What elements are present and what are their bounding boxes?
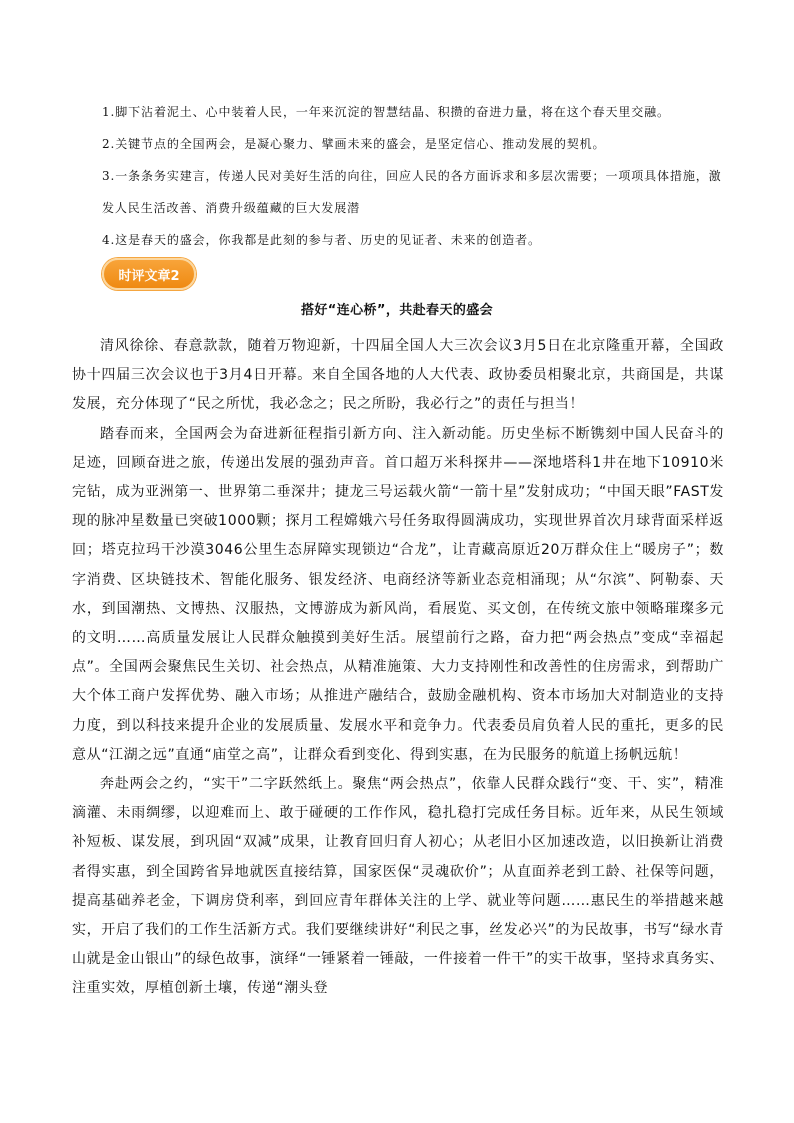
section-badge: 时评文章2 — [102, 258, 196, 290]
article-body — [72, 332, 724, 1004]
list-item: 3.一条条务实建言，传递人民对美好生活的向往，回应人民的各方面诉求和多层次需要；一项项具体措施，激发人民生活改善、消费升级蕴藏的巨大发展潜 — [102, 169, 722, 215]
list-item: 2.关键节点的全国两会，是凝心聚力、擘画未来的盛会，是坚定信心、推动发展的契机。 — [102, 137, 606, 151]
list-item: 4.这是春天的盛会，你我都是此刻的参与者、历史的见证者、未来的创造者。 — [102, 233, 541, 247]
paragraph: 奔赴两会之约，“实干”二字跃然纸上。聚焦“两会热点”，依靠人民群众践行“变、干、实”，精准滴灌、未雨绸缪，以迎难而上、敢于碰硬的工作作风，稳扎稳打完成任务目标。近年来，从民生领域补短板、谋发展，到巩固“双减”成果，让教育回归育人初心；从老旧小区加速改造，以旧换新让消费者得实惠，到全国跨省异地就医直接结算，国家医保“灵魂砍价”；从直面养老到工龄、社保等问题，提高基础养老金，下调房贷利率，到回应青年群体关注的上学、就业等问题……惠民生的举措越来越实，开启了我们的工作生活新方式。我们要继续讲好“利民之事，丝发必兴”的为民故事，书写“绿水青山就是金山银山”的绿色故事，演绎“一锤紧着一锤敲，一件接着一件干”的实干故事，坚持求真务实、注重实效，厚植创新土壤，传递“潮头登 — [72, 776, 724, 997]
article-title: 搭好“连心桥”，共赴春天的盛会 — [300, 303, 494, 318]
key-sentence-list — [102, 96, 722, 256]
paragraph: 踏春而来，全国两会为奋进新征程指引新方向、注入新动能。历史坐标不断镌刻中国人民奋斗的足迹，回顾奋进之旅，传递出发展的强劲声音。首口超万米科探井——深地塔科1井在地下10910米完钻，成为亚洲第一、世界第二垂深井；捷龙三号运载火箭“一箭十星”发射成功；“中国天眼”FAST发现的脉冲星数量已突破1000颗；探月工程嫦娥六号任务取得圆满成功，实现世界首次月球背面采样返回；塔克拉玛干沙漠3046公里生态屏障实现锁边“合龙”，让青藏高原近20万群众住上“暖房子”；数字消费、区块链技术、智能化服务、银发经济、电商经济等新业态竞相涌现；从“尔滨”、阿勒泰、天水，到国潮热、文博热、汉服热，文博游成为新风尚，看展览、买文创，在传统文旅中领略璀璨多元的文明……高质量发展让人民群众触摸到美好生活。展望前行之路，奋力把“两会热点”变成“幸福起点”。全国两会聚焦民生关切、社会热点，从精准施策、大力支持刚性和改善性的住房需求，到帮助广大个体工商户发挥优势、融入市场；从推进产融结合，鼓励金融机构、资本市场加大对制造业的支持力度，到以科技来提升企业的发展质量、发展水平和竞争力。代表委员肩负着人民的重托，更多的民意从“江湖之远”直通“庙堂之高”，让群众看到变化、得到实惠，在为民服务的航道上扬帆远航！ — [72, 425, 724, 763]
list-item: 1.脚下沾着泥土、心中装着人民，一年来沉淀的智慧结晶、积攒的奋进力量，将在这个春天里交融。 — [102, 105, 670, 119]
paragraph: 清风徐徐、春意款款，随着万物迎新，十四届全国人大三次会议3月5日在北京隆重开幕，全国政协十四届三次会议也于3月4日开幕。来自全国各地的人大代表、政协委员相聚北京，共商国是，共谋发展，充分体现了“民之所忧，我必念之；民之所盼，我必行之”的责任与担当！ — [72, 338, 724, 413]
